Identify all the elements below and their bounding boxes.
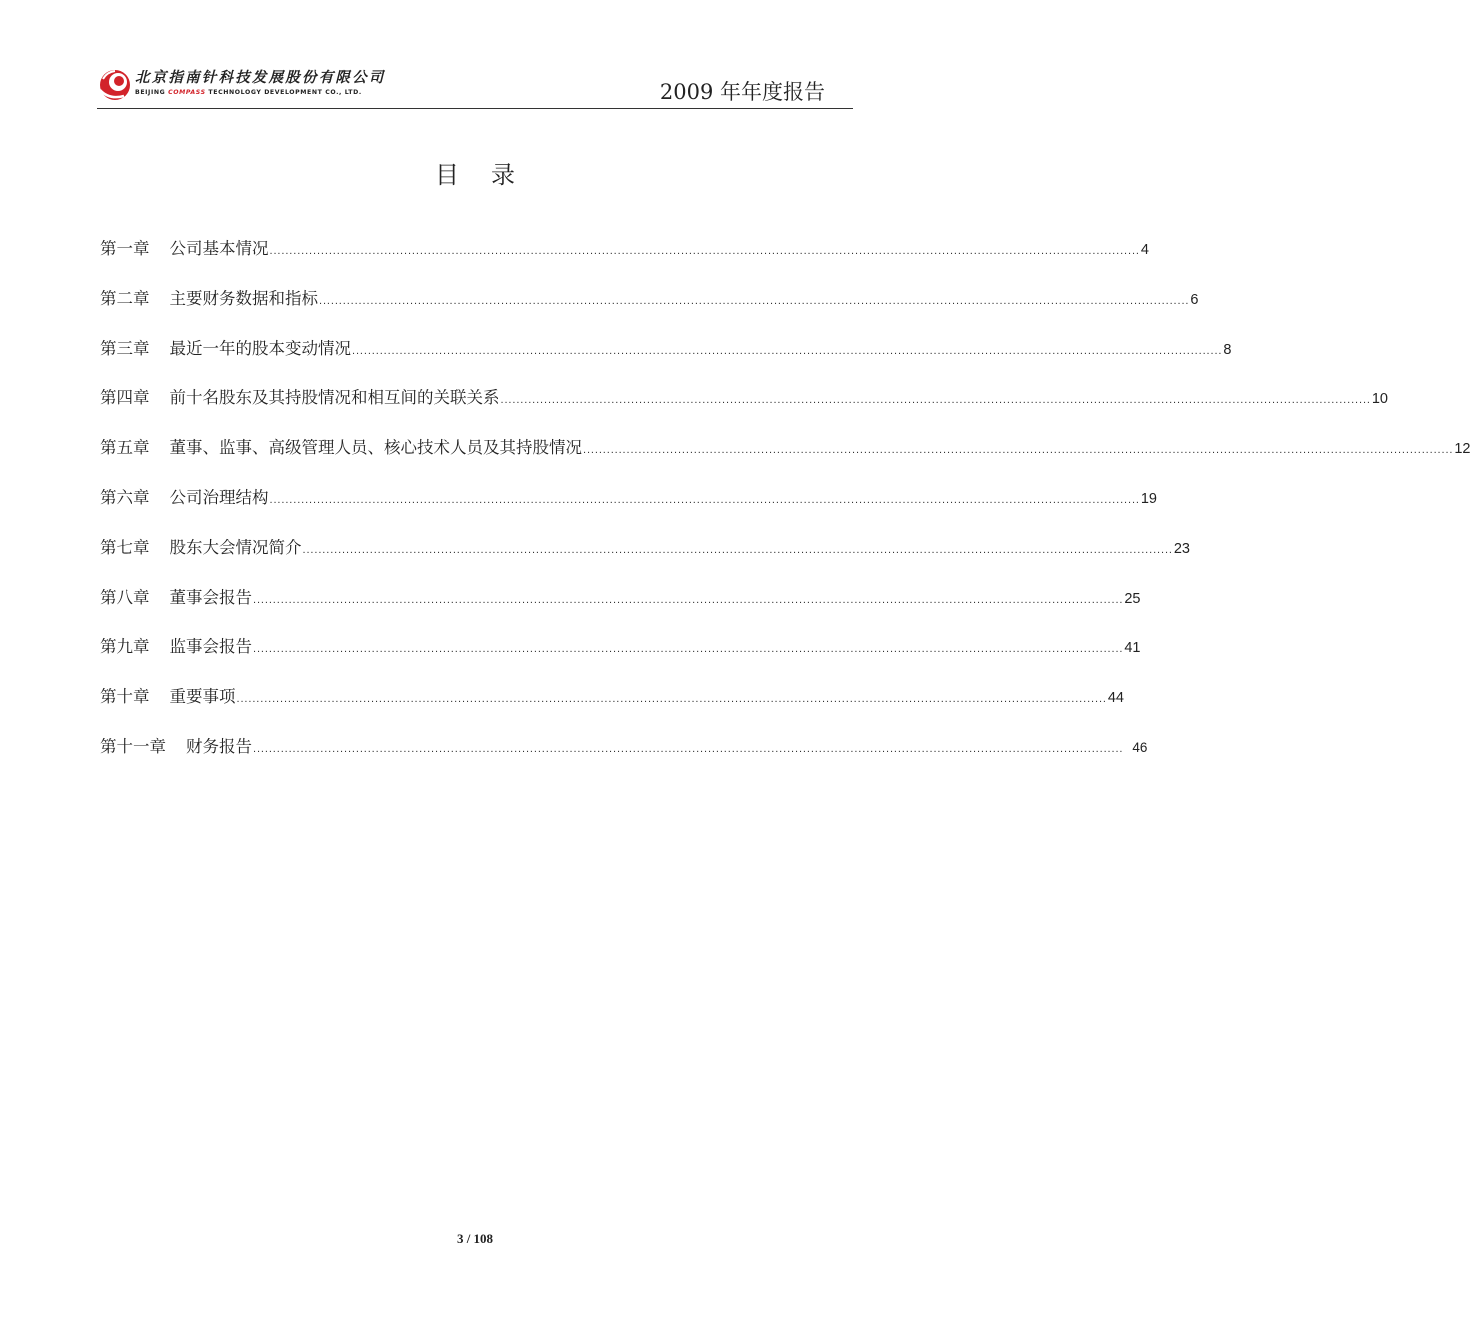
compass-logo-icon	[97, 66, 133, 102]
toc-leader-dots: ............................................................................................................................................................................................................................	[319, 294, 1190, 307]
toc-chapter-title: 董事、监事、高级管理人员、核心技术人员及其持股情况	[169, 438, 582, 458]
toc-entry[interactable]	[100, 336, 1232, 386]
toc-page-number: 6	[1190, 291, 1199, 308]
toc-chapter-title: 主要财务数据和指标	[169, 288, 318, 308]
toc-chapter-title: 股东大会情况简介	[169, 537, 302, 557]
toc-entry[interactable]	[100, 684, 1124, 734]
toc-chapter-title: 最近一年的股本变动情况	[169, 338, 351, 358]
toc-entry[interactable]	[100, 485, 1157, 535]
toc-leader-dots: ............................................................................................................................................................................................................................	[269, 245, 1140, 257]
toc-entry[interactable]	[100, 435, 1471, 485]
toc-entry[interactable]	[100, 585, 1141, 635]
page-header	[97, 62, 853, 108]
toc-leader-dots: ............................................................................................................................................................................................................................	[253, 593, 1124, 606]
toc-leader-dots: ............................................................................................................................................................................................................................	[583, 444, 1454, 457]
toc-chapter-title: 董事会报告	[169, 587, 252, 607]
toc-page-number: 4	[1140, 242, 1149, 258]
company-name-cn: 北京指南针科技发展股份有限公司	[135, 69, 386, 86]
toc-leader-dots: ............................................................................................................................................................................................................................	[352, 344, 1223, 357]
company-name-en-suffix: TECHNOLOGY DEVELOPMENT CO., LTD.	[205, 89, 362, 96]
toc-leader-dots: ............................................................................................................................................................................................................................	[253, 643, 1124, 656]
toc-chapter-number: 第四章	[100, 388, 150, 408]
toc-page-number: 8	[1223, 341, 1232, 358]
page-number: 3 / 108	[456, 1231, 494, 1246]
toc-chapter-number: 第一章	[100, 239, 150, 258]
toc-chapter-number: 第七章	[100, 537, 150, 557]
company-name-en-accent: COMPASS	[168, 89, 206, 96]
toc-heading: 目录	[435, 161, 547, 189]
toc-chapter-number: 第十章	[100, 687, 150, 707]
toc-leader-dots: ............................................................................................................................................................................................................................	[269, 493, 1140, 506]
toc-page-number: 12	[1454, 441, 1471, 458]
toc-page-number: 10	[1371, 391, 1388, 408]
toc-leader-dots: ............................................................................................................................................................................................................................	[302, 543, 1173, 556]
toc-page-number: 25	[1124, 590, 1141, 607]
toc-chapter-number: 第二章	[100, 288, 150, 308]
toc-chapter-title: 监事会报告	[169, 637, 252, 657]
toc-chapter-title: 重要事项	[169, 687, 236, 707]
toc-entry[interactable]	[100, 734, 1148, 784]
toc-entry[interactable]	[100, 286, 1199, 336]
toc-page-number: 41	[1124, 640, 1141, 657]
toc-page-number: 46	[1132, 739, 1148, 755]
toc-leader-dots: ............................................................................................................................................................................................................................	[236, 693, 1107, 706]
toc-chapter-title: 财务报告	[186, 736, 252, 756]
toc-chapter-number: 第十一章	[100, 736, 166, 756]
report-title: 2009 年年度报告	[659, 80, 825, 104]
toc-entry[interactable]	[100, 634, 1141, 684]
toc-page-number: 23	[1173, 540, 1190, 557]
toc-chapter-number: 第五章	[100, 438, 150, 458]
toc-leader-dots: ............................................................................................................................................................................................................................	[253, 742, 1124, 755]
company-name-en	[135, 89, 362, 96]
toc-chapter-number: 第六章	[100, 487, 150, 507]
toc-page-number: 44	[1107, 690, 1124, 707]
toc-chapter-number: 第八章	[100, 587, 150, 607]
toc-leader-dots: ............................................................................................................................................................................................................................	[500, 394, 1371, 407]
toc-page-number: 19	[1140, 490, 1157, 507]
toc-chapter-title: 公司治理结构	[169, 487, 269, 507]
toc-entry[interactable]	[100, 385, 1388, 435]
toc-entry[interactable]	[100, 535, 1190, 585]
header-divider	[97, 108, 853, 109]
table-of-contents	[100, 236, 1471, 784]
toc-chapter-number: 第三章	[100, 338, 150, 358]
toc-chapter-title: 公司基本情况	[169, 239, 269, 258]
toc-chapter-title: 前十名股东及其持股情况和相互间的关联关系	[169, 388, 500, 408]
toc-chapter-number: 第九章	[100, 637, 150, 657]
toc-entry[interactable]	[100, 236, 1149, 286]
company-logo	[97, 62, 397, 108]
company-name-en-prefix: BEIJING	[135, 89, 169, 96]
